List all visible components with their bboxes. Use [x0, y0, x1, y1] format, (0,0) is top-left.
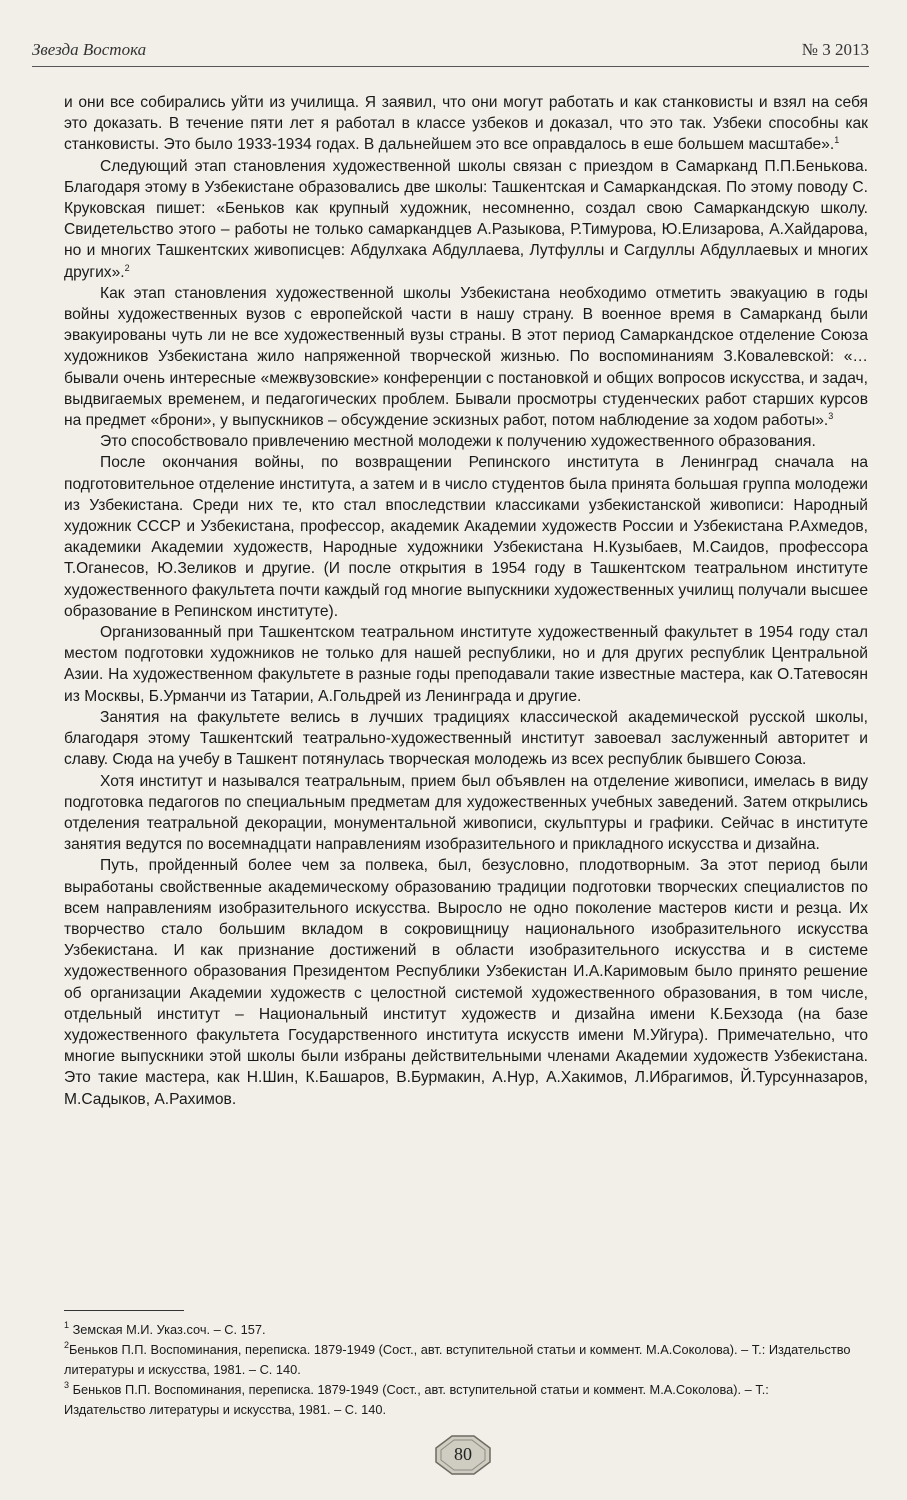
- paragraph: Занятия на факультете велись в лучших традициях классической академической русской школы, благодаря этому Ташкентский театрально-художественный институт завоевал заслуженный авторитет и славу. Сюда на учебу в Ташкент потянулась творческая молодежь из всех республик бывшего Союза.: [64, 708, 868, 769]
- article-body: [64, 92, 868, 1110]
- paragraph: Это способствовало привлечению местной молодежи к получению художественного образования.: [100, 433, 816, 451]
- paragraph: Следующий этап становления художественной школы связан с приездом в Самарканд П.П.Бенькова. Благодаря этому в Узбекистане образовались две школы: Ташкентская и Самаркандская. По этому поводу С. Круковская пишет: «Беньков как крупный художник, несомненно, создал свою Самаркандскую школу. Свидетельство этого – работы не только самаркандцев А.Разыкова, Р.Тимурова, Ю.Елизарова, А.Хайдарова, но и многих Ташкентских живописцев: Абдулхака Абдуллаева, Лутфуллы и Сагдуллы Абдуллаевых и многих других».$^2$: [64, 157, 868, 281]
- running-header: [32, 40, 869, 67]
- footnote-ref[interactable]: 3: [828, 411, 834, 422]
- paragraph: Путь, пройденный более чем за полвека, был, безусловно, плодотворным. За этот период были выработаны свойственные академическому образованию традиции подготовки творческих специалистов по всем направлениям изобразительного искусства. Выросло не одно поколение мастеров кисти и резца. Их творчество стало большим вкладом в сокровищницу национального изобразительного искусства Узбекистана. И как признание достижений в области изобразительного искусства и в системе художественного образования Президентом Республики Узбекистан И.А.Каримовым было принято решение об организации Академии художеств с целостной системой художественного образования, в том числе, отдельный институт – Национальный институт художеств и дизайна имени К.Бехзода (на базе художественного факультета Государственного института искусств имени М.Уйгура). Примечательно, что многие выпускники этой школы были избраны действительными членами Академии художеств Узбекистана. Это такие мастера, как Н.Шин, К.Башаров, В.Бурмакин, А.Нур, А.Хакимов, Л.Ибрагимов, Й.Турсунназаров, М.Садыков, А.Рахимов.: [64, 857, 868, 1108]
- paragraph: и они все собирались уйти из училища. Я заявил, что они могут работать и как станковисты и взял на себя это доказать. В течение пяти лет я работал в классе узбеков и доказал, что это так. Узбеки способны как станковисты. Это было 1933-1934 годах. В дальнейшем это все оправдалось в еше большем масштабе».$^1$: [64, 94, 868, 154]
- journal-title: Звезда Востока: [32, 40, 147, 59]
- footnote-item: $^2$Беньков П.П. Воспоминания, переписка. 1879-1949 (Сост., авт. вступительной статьи и коммент. М.А.Соколова). – Т.: Издательство литературы и искусства, 1981. – С. 140.: [64, 1340, 851, 1377]
- footnote-ref[interactable]: 1: [834, 135, 840, 146]
- paragraph: Хотя институт и назывался театральным, прием был объявлен на отделение живописи, имелась в виду подготовка педагогов по специальным предметам для художественных учебных заведений. Затем открылись отделения театральной декорации, монументальной живописи, скульптуры и графики. Сейчас в институте занятия ведутся по восемнадцати направлениям изобразительного и прикладного искусства и дизайна.: [64, 772, 868, 854]
- footnote-ref[interactable]: 2: [124, 262, 130, 273]
- page-number-badge: [434, 1434, 492, 1476]
- paragraph: Как этап становления художественной школы Узбекистана необходимо отметить эвакуацию в годы войны художественных вузов с европейской части в нашу страну. В военное время в Самарканд были эвакуированы чуть ли не все художественный вузы страны. В этот период Самаркандское отделение Союза художников Узбекистана жило напряженной творческой жизнью. По воспоминаниям З.Ковалевской: «… бывали очень интересные «межвузовские» конференции с постановкой и общих вопросов искусства, и задач, выдвигаемых временем, и педагогических проблем. Бывали просмотры студенческих работ старших курсов на предмет «брони», у выпускников – обсуждение эскизных работ, потом наблюдение за ходом работы».$^3$: [64, 284, 868, 430]
- footnote-item: $^1$ Земская М.И. Указ.соч. – С. 157.: [64, 1320, 266, 1337]
- footnote-item: $^3$ Беньков П.П. Воспоминания, переписка. 1879-1949 (Сост., авт. вступительной статьи и коммент. М.А.Соколова). – Т.: Издательство литературы и искусства, 1981. – С. 140.: [64, 1380, 769, 1417]
- footnote-divider: [64, 1310, 184, 1311]
- paragraph: После окончания войны, по возвращении Репинского института в Ленинград сначала на подготовительное отделение института, а затем и в число студентов была принята большая группа молодежи из Узбекистана. Среди них те, кто стал впоследствии классиками узбекистанской живописи: Народный художник СССР и Узбекистана, профессор, академик Академии художеств России и Узбекистана Р.Ахмедов, академики Академии художеств, Народные художники Узбекистана Н.Кузыбаев, М.Саидов, профессора Т.Оганесов, Ю.Зеликов и другие. (И после открытия в 1954 году в Ташкентском театральном институте художественного факультета почти каждый год многие выпускники художественных училищ получали высшее образование в Репинском институте).: [64, 454, 868, 620]
- footnotes: [64, 1320, 854, 1420]
- page-number: 80: [454, 1444, 472, 1464]
- issue-number: № 3 2013: [801, 40, 869, 59]
- paragraph: Организованный при Ташкентском театральном институте художественный факультет в 1954 году стал местом подготовки художников не только для нашей республики, но и для других республик Центральной Азии. На художественном факультете в разные годы преподавали такие известные мастера, как О.Татевосян из Москвы, Б.Урманчи из Татарии, А.Гольдрей из Ленинграда и другие.: [64, 624, 868, 705]
